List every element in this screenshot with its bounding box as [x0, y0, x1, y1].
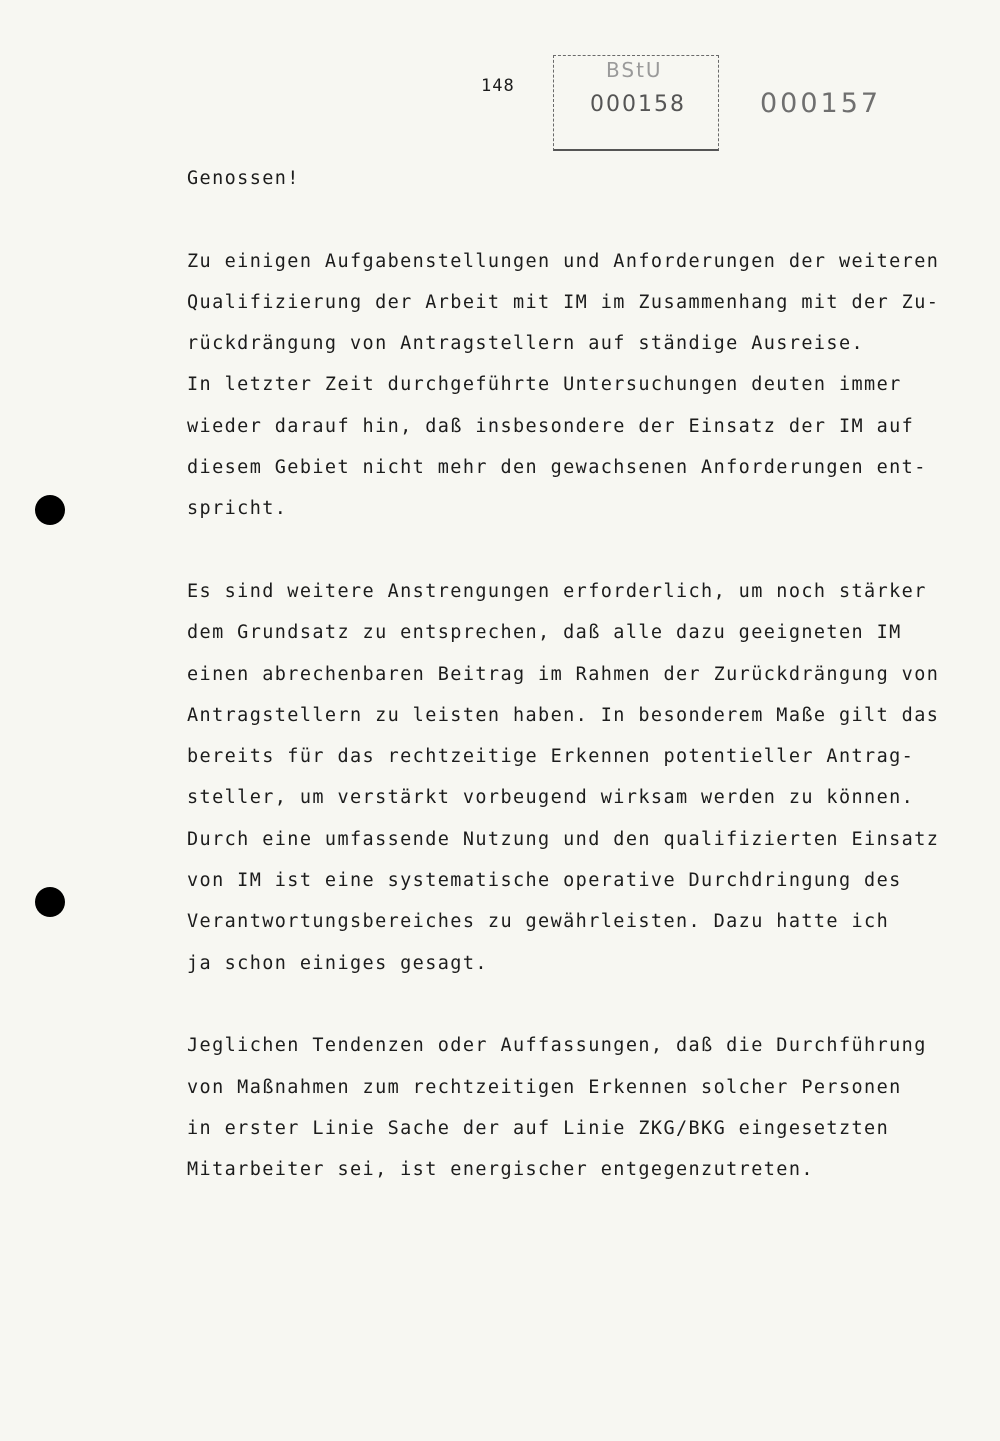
salutation: Genossen!	[187, 168, 300, 189]
text-line: rückdrängung von Antragstellern auf ständige Ausreise.	[187, 333, 865, 355]
archive-stamp	[553, 55, 719, 151]
page-number: 148	[481, 76, 515, 96]
text-line: von Maßnahmen zum rechtzeitigen Erkennen solcher Personen	[187, 1076, 902, 1098]
text-line: In letzter Zeit durchgeführte Untersuchungen deuten immer	[187, 374, 902, 396]
text-line: Mitarbeiter sei, ist energischer entgegenzutreten.	[187, 1159, 814, 1181]
paragraph-2	[187, 571, 940, 984]
text-line: Durch eine umfassende Nutzung und den qualifizierten Einsatz	[187, 828, 940, 850]
paragraph-gap	[187, 984, 927, 1025]
punch-hole-icon	[35, 887, 65, 917]
text-line: von IM ist eine systematische operative Durchdringung des	[187, 870, 902, 892]
text-line: Antragstellern zu leisten haben. In besonderem Maße gilt das	[187, 704, 940, 726]
punch-hole-icon	[35, 495, 65, 525]
document-body	[187, 158, 940, 1190]
text-line: dem Grundsatz zu entsprechen, daß alle dazu geeigneten IM	[187, 622, 902, 644]
paragraph-3	[187, 1025, 927, 1190]
text-line: spricht.	[187, 498, 288, 520]
text-line: Es sind weitere Anstrengungen erforderlich, um noch stärker	[187, 580, 927, 602]
text-line: bereits für das rechtzeitige Erkennen potentieller Antrag-	[187, 746, 915, 768]
text-line: Verantwortungsbereiches zu gewährleisten. Dazu hatte ich	[187, 911, 890, 933]
text-line: in erster Linie Sache der auf Linie ZKG/BKG eingesetzten	[187, 1117, 890, 1139]
text-line: ja schon einiges gesagt.	[187, 952, 488, 974]
text-line: wieder darauf hin, daß insbesondere der Einsatz der IM auf	[187, 415, 915, 437]
text-line: steller, um verstärkt vorbeugend wirksam werden zu können.	[187, 787, 915, 809]
paragraph-gap	[187, 530, 927, 571]
text-line: diesem Gebiet nicht mehr den gewachsenen Anforderungen ent-	[187, 457, 927, 479]
text-line: Jeglichen Tendenzen oder Auffassungen, daß die Durchführung	[187, 1035, 927, 1057]
archive-page-number: 000157	[760, 88, 882, 119]
text-line: Qualifizierung der Arbeit mit IM im Zusammenhang mit der Zu-	[187, 291, 940, 313]
stamp-label: BStU	[606, 58, 663, 82]
paragraph-1	[187, 241, 940, 530]
stamp-number: 000158	[590, 92, 686, 117]
text-line: Zu einigen Aufgabenstellungen und Anforderungen der weiteren	[187, 250, 940, 272]
text-line: einen abrechenbaren Beitrag im Rahmen der Zurückdrängung von	[187, 663, 940, 685]
paragraph-gap	[187, 199, 927, 240]
